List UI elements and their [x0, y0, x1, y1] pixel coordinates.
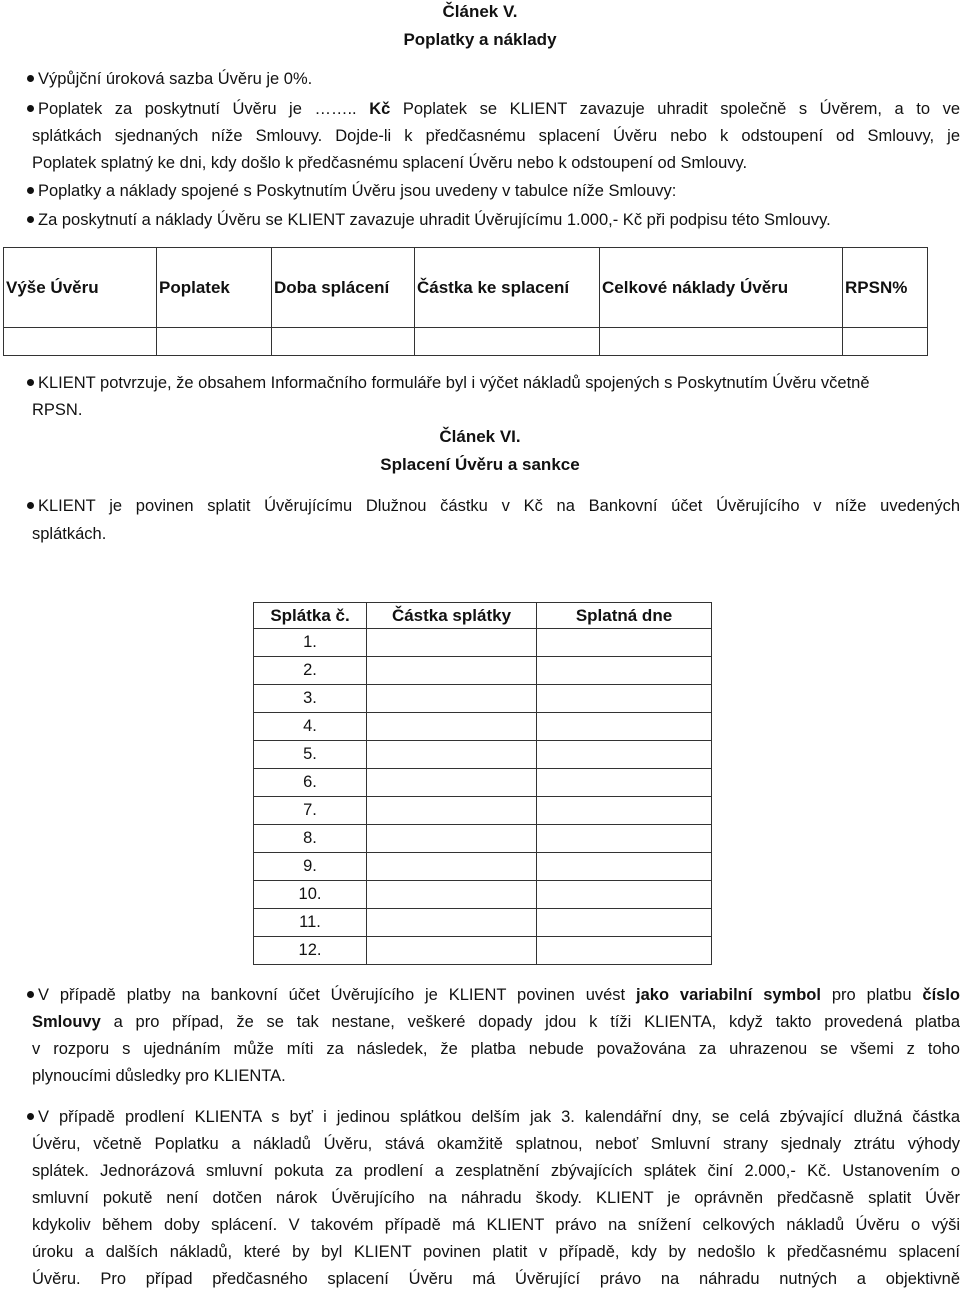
- table-row: 5.: [254, 741, 712, 769]
- installment-table: [253, 602, 712, 965]
- fee-line-2: splátkách sjednaných níže Smlouvy. Dojde-li k předčasnému splacení Úvěru nebo k odstoupení od Smlouvy, je: [32, 127, 960, 145]
- confirmation-line-2: RPSN.: [32, 401, 83, 419]
- table-row: 6.: [254, 769, 712, 797]
- col-repayment-period: Doba splácení: [272, 248, 415, 328]
- delay-line-6: úroku a dalších nákladů, které by byl KLIENT povinen platit v případě, kdy by nedošlo k předčasnému splacení: [32, 1243, 960, 1261]
- repay-obligation-line-2: splátkách.: [32, 525, 107, 543]
- installment-header-row: [254, 603, 712, 629]
- delay-line-3: splátek. Jednorázová smluvní pokuta za prodlení a zesplatnění zbývajících splátek činí 2.000,- Kč. Ustanovením o: [32, 1162, 960, 1180]
- payment-line-3: v rozporu s ujednáním může míti za následek, že platba nebude považována za uhrazenou se všemi z toho: [32, 1040, 960, 1058]
- delay-line-2: Úvěru, včetně Poplatku a nákladů Úvěru, stává okamžitě splatnou, neboť Smluvní strany sjednaly ztrátu výhody: [32, 1135, 960, 1153]
- bullet-payment-symbol: V případě platby na bankovní účet Úvěrujícího je KLIENT povinen uvést jako variabilní symbol pro platbu číslo: [27, 982, 960, 1010]
- bullet-repay-obligation: KLIENT je povinen splatit Úvěrujícímu Dlužnou částku v Kč na Bankovní účet Úvěrujícího v níže uvedených: [27, 493, 960, 521]
- bullet-icon: [27, 379, 34, 386]
- col-installment-no: Splátka č.: [254, 603, 367, 629]
- table-row: 9.: [254, 853, 712, 881]
- table-row: 1.: [254, 629, 712, 657]
- bullet-icon: [27, 502, 34, 509]
- bullet-confirmation: KLIENT potvrzuje, že obsahem Informačního formuláře byl i výčet nákladů spojených s Poskytnutím Úvěru včetně: [27, 370, 960, 397]
- col-installment-amount: Částka splátky: [367, 603, 537, 629]
- bullet-icon: [27, 1113, 34, 1120]
- article-6-title: Článek VI.: [439, 427, 521, 446]
- table-row: 8.: [254, 825, 712, 853]
- bullet-interest-rate: Výpůjční úroková sazba Úvěru je 0%.: [27, 66, 960, 93]
- cost-table: [3, 247, 928, 356]
- delay-line-4: smluvní pokutě není dotčen nárok Úvěrujícího na náhradu škody. KLIENT je oprávněn předčasně splatit Úvěr: [32, 1189, 960, 1207]
- col-rpsn: RPSN%: [843, 248, 928, 328]
- table-row: 11.: [254, 909, 712, 937]
- delay-line-5: kdykoliv během doby splácení. V takovém případě má KLIENT právo na snížení celkových nákladů Úvěru o výši: [32, 1216, 960, 1234]
- col-amount-to-repay: Částka ke splacení: [415, 248, 600, 328]
- bullet-fee-line-1: Poplatek za poskytnutí Úvěru je …….. Kč Poplatek se KLIENT zavazuje uhradit společně s Úvěrem, a to ve: [27, 96, 960, 124]
- bullet-delay: V případě prodlení KLIENTA s byť i jedinou splátkou delším jak 3. kalendářní dny, se celá zbývající dlužná částka: [27, 1104, 960, 1132]
- bullet-icon: [27, 991, 34, 998]
- bullet-icon: [27, 216, 34, 223]
- article-5-subtitle: Poplatky a náklady: [403, 30, 557, 49]
- article-5-title: Článek V.: [442, 2, 518, 21]
- col-fee: Poplatek: [157, 248, 272, 328]
- bullet-costs-table-ref: Poplatky a náklady spojené s Poskytnutím Úvěru jsou uvedeny v tabulce níže Smlouvy:: [27, 178, 960, 205]
- bullet-icon: [27, 75, 34, 82]
- table-row: 2.: [254, 657, 712, 685]
- table-row: 10.: [254, 881, 712, 909]
- bullet-icon: [27, 187, 34, 194]
- fee-line-3: Poplatek splatný ke dni, kdy došlo k předčasnému splacení Úvěru nebo k odstoupení od Smlouvy.: [32, 154, 748, 172]
- table-row: 7.: [254, 797, 712, 825]
- col-loan-amount: Výše Úvěru: [4, 248, 157, 328]
- delay-line-7: Úvěru. Pro případ předčasného splacení Úvěru má Úvěrující právo na náhradu nutných a objektivně: [32, 1270, 960, 1288]
- table-row: 4.: [254, 713, 712, 741]
- cost-table-header-row: [4, 248, 928, 328]
- bullet-icon: [27, 105, 34, 112]
- payment-line-2: Smlouvy a pro případ, že se tak nestane, veškeré dopady jdou k tíži KLIENTA, když takto provedená platba: [32, 1013, 960, 1031]
- table-row: 3.: [254, 685, 712, 713]
- bullet-provision-cost: Za poskytnutí a náklady Úvěru se KLIENT zavazuje uhradit Úvěrujícímu 1.000,- Kč při podpisu této Smlouvy.: [27, 207, 960, 234]
- payment-line-4: plynoucími důsledky pro KLIENTA.: [32, 1067, 286, 1085]
- cost-table-empty-row: [4, 328, 928, 356]
- col-total-cost: Celkové náklady Úvěru: [600, 248, 843, 328]
- col-due-date: Splatná dne: [537, 603, 712, 629]
- article-6-subtitle: Splacení Úvěru a sankce: [380, 455, 580, 474]
- table-row: 12.: [254, 937, 712, 965]
